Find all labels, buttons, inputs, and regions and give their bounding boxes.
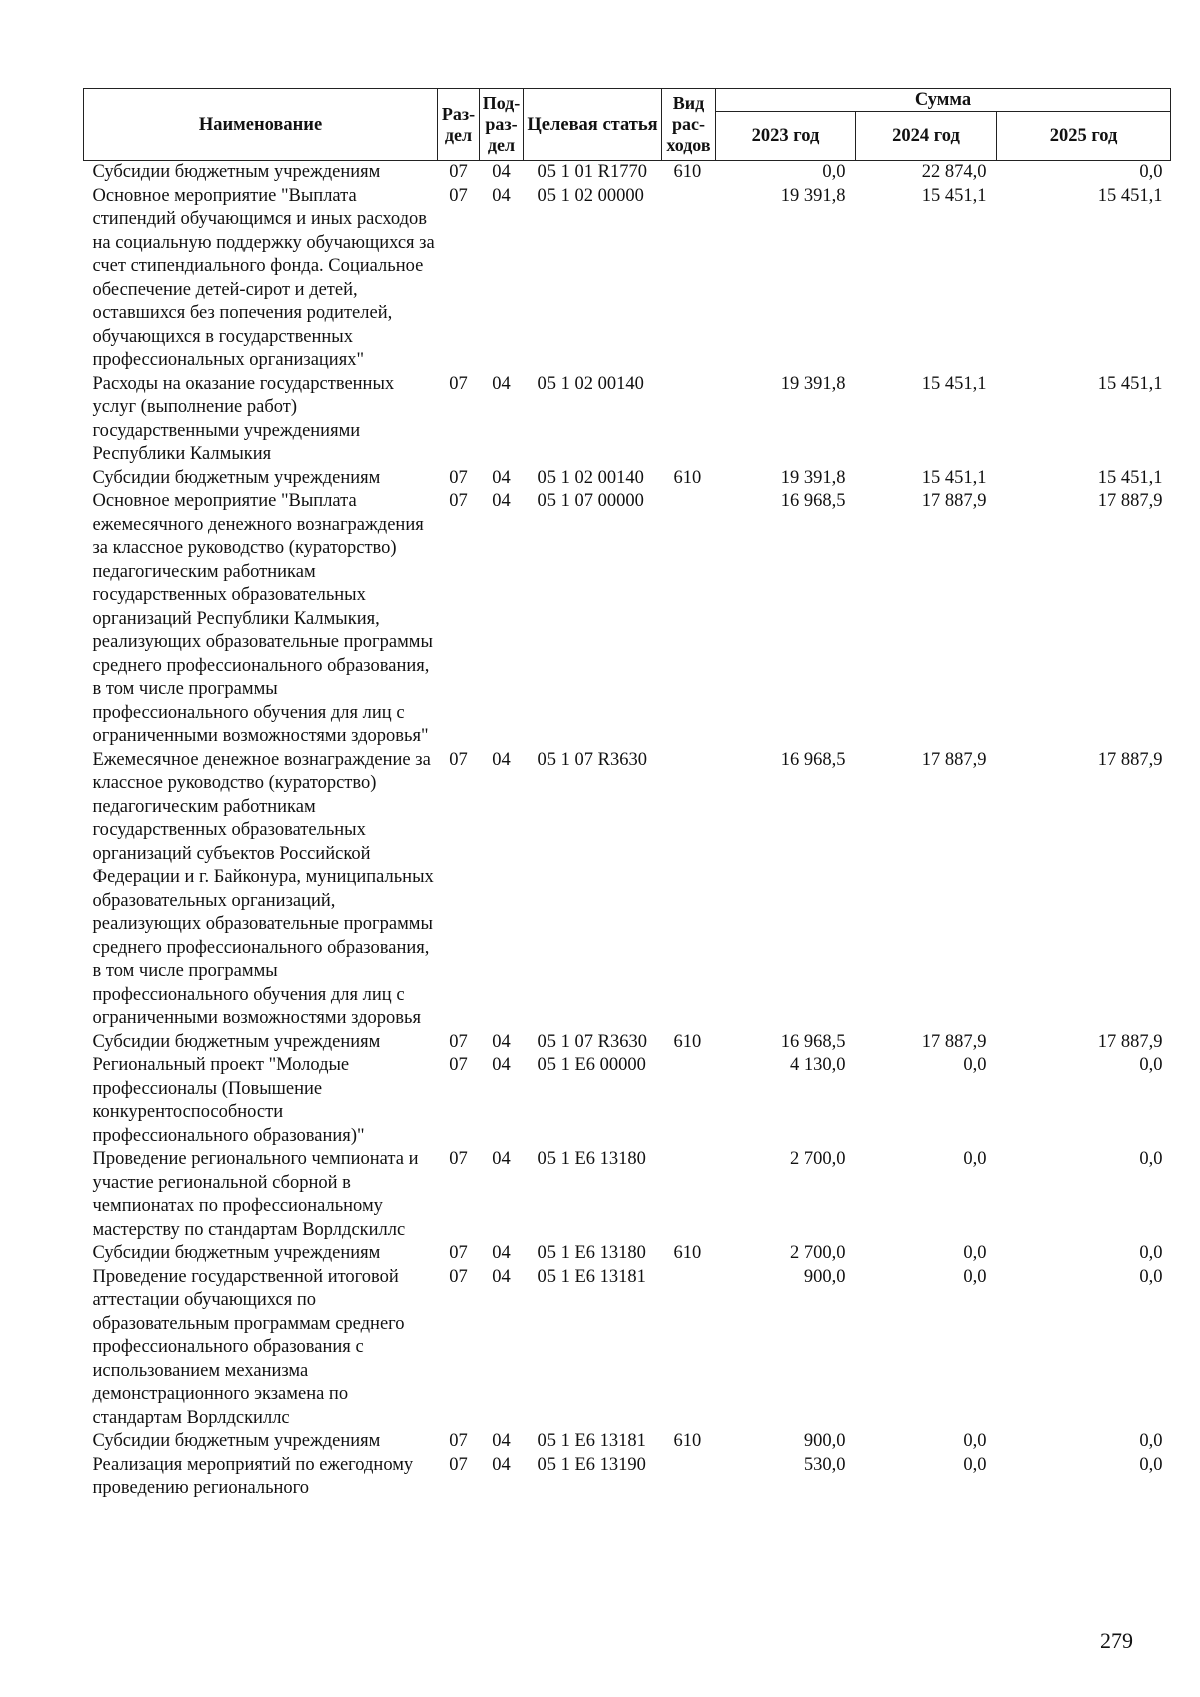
row-vid-rashodov	[662, 1148, 716, 1242]
table-row	[84, 1454, 1171, 1501]
header-podrazdel: Под-раз-дел	[480, 89, 524, 161]
row-vid-rashodov	[662, 373, 716, 467]
row-podrazdel: 04	[492, 1431, 511, 1451]
row-name: Ежемесячное денежное вознаграждение за классное руководство (кураторство) педагогическим работникам государственных образовательных организаций субъектов Российской Федерации и г. Байконура, муниципальных образовательных организаций, реализующих образовательные программы среднего профессионального образования, в том числе программы профессионального обучения для лиц с ограниченными возможностями здоровья	[92, 749, 434, 1028]
row-sum-2025: 17 887,9	[1097, 749, 1163, 770]
row-sum-2023: 19 391,8	[780, 185, 846, 206]
table-row	[84, 1031, 1171, 1055]
row-podrazdel: 04	[492, 467, 511, 488]
row-sum-2025: 17 887,9	[1097, 491, 1163, 511]
row-sum-2024: 15 451,1	[921, 185, 987, 206]
row-razdel: 07	[449, 467, 468, 488]
row-sum-2025: 0,0	[1139, 1243, 1163, 1263]
row-sum-2023: 19 391,8	[780, 467, 846, 488]
row-vid-rashodov: 610	[673, 1431, 702, 1451]
header-razdel: Раз-дел	[438, 89, 480, 161]
row-sum-2023: 900,0	[803, 1266, 846, 1287]
page-number: 279	[1100, 1628, 1133, 1653]
row-sum-2023: 900,0	[803, 1431, 846, 1451]
row-razdel: 07	[449, 162, 468, 182]
table-row	[84, 373, 1171, 467]
row-sum-2024: 22 874,0	[921, 162, 987, 182]
row-podrazdel: 04	[492, 491, 511, 511]
row-sum-2025: 0,0	[1139, 1266, 1163, 1287]
row-sum-2024: 15 451,1	[921, 467, 987, 488]
row-sum-2024: 15 451,1	[921, 373, 987, 394]
table-row	[84, 490, 1171, 749]
row-name: Субсидии бюджетным учреждениям	[92, 467, 381, 488]
row-razdel: 07	[449, 373, 468, 394]
table-row	[84, 1266, 1171, 1431]
row-celevaya-statya: 05 1 E6 13181	[537, 1431, 646, 1451]
table-body	[84, 161, 1171, 1501]
row-celevaya-statya: 05 1 02 00140	[537, 467, 644, 488]
row-vid-rashodov: 610	[673, 1031, 702, 1052]
row-sum-2024: 0,0	[963, 1266, 987, 1287]
row-sum-2025: 0,0	[1139, 1431, 1163, 1451]
row-celevaya-statya: 05 1 E6 13180	[537, 1149, 646, 1169]
row-celevaya-statya: 05 1 02 00140	[537, 373, 644, 394]
row-vid-rashodov	[662, 1054, 716, 1148]
row-podrazdel: 04	[492, 1055, 511, 1075]
row-celevaya-statya: 05 1 02 00000	[537, 185, 644, 206]
row-sum-2024: 17 887,9	[921, 1031, 987, 1052]
row-vid-rashodov: 610	[673, 1243, 702, 1263]
row-razdel: 07	[449, 185, 468, 206]
row-sum-2024: 17 887,9	[921, 749, 987, 770]
row-name: Проведение регионального чемпионата и участие региональной сборной в чемпионатах по профессиональному мастерству по стандартам Ворлдскиллс	[92, 1149, 419, 1240]
row-sum-2023: 530,0	[803, 1454, 846, 1475]
row-sum-2023: 4 130,0	[790, 1055, 846, 1075]
row-sum-2024: 0,0	[963, 1454, 987, 1475]
row-celevaya-statya: 05 1 E6 13190	[537, 1454, 646, 1475]
table-row	[84, 1148, 1171, 1242]
row-podrazdel: 04	[492, 185, 511, 206]
row-sum-2023: 2 700,0	[790, 1243, 846, 1263]
row-sum-2024: 0,0	[963, 1055, 987, 1075]
header-year-2024: 2024 год	[856, 112, 997, 161]
table-row	[84, 1054, 1171, 1148]
row-vid-rashodov	[662, 1266, 716, 1431]
row-vid-rashodov	[662, 1454, 716, 1501]
row-sum-2025: 15 451,1	[1097, 467, 1163, 488]
row-name: Основное мероприятие "Выплата стипендий обучающимся и иных расходов на социальную поддержку обучающихся за счет стипендиального фонда. Социальное обеспечение детей-сирот и детей, оставшихся без попечения родителей, обучающихся в государственных профессиональных организациях"	[92, 185, 435, 370]
row-name: Субсидии бюджетным учреждениям	[92, 1031, 381, 1052]
row-razdel: 07	[449, 749, 468, 770]
row-celevaya-statya: 05 1 E6 13181	[537, 1266, 646, 1287]
row-sum-2025: 0,0	[1139, 162, 1163, 182]
budget-table	[83, 88, 1171, 1501]
table-row	[84, 1430, 1171, 1454]
row-celevaya-statya: 05 1 E6 13180	[537, 1243, 646, 1263]
row-name: Реализация мероприятий по ежегодному проведению регионального	[92, 1454, 414, 1498]
table-row	[84, 161, 1171, 185]
row-podrazdel: 04	[492, 749, 511, 770]
row-vid-rashodov	[662, 749, 716, 1031]
row-vid-rashodov: 610	[673, 467, 702, 488]
table-row	[84, 467, 1171, 491]
row-name: Субсидии бюджетным учреждениям	[92, 162, 381, 182]
row-razdel: 07	[449, 1266, 468, 1287]
row-sum-2024: 0,0	[963, 1149, 987, 1169]
header-summa: Сумма	[716, 89, 1171, 112]
row-podrazdel: 04	[492, 162, 511, 182]
row-celevaya-statya: 05 1 E6 00000	[537, 1055, 646, 1075]
row-sum-2024: 0,0	[963, 1431, 987, 1451]
table-row	[84, 185, 1171, 373]
row-razdel: 07	[449, 491, 468, 511]
row-razdel: 07	[449, 1149, 468, 1169]
row-sum-2025: 17 887,9	[1097, 1031, 1163, 1052]
row-name: Региональный проект "Молодые профессионалы (Повышение конкурентоспособности профессионального образования)"	[92, 1055, 365, 1146]
row-sum-2023: 2 700,0	[790, 1149, 846, 1169]
row-sum-2025: 0,0	[1139, 1454, 1163, 1475]
header-year-2025: 2025 год	[997, 112, 1171, 161]
header-year-2023: 2023 год	[716, 112, 856, 161]
row-podrazdel: 04	[492, 373, 511, 394]
row-celevaya-statya: 05 1 07 R3630	[537, 1031, 647, 1052]
row-name: Субсидии бюджетным учреждениям	[92, 1243, 381, 1263]
row-podrazdel: 04	[492, 1266, 511, 1287]
row-sum-2024: 17 887,9	[921, 491, 987, 511]
row-celevaya-statya: 05 1 07 00000	[537, 491, 644, 511]
row-sum-2025: 0,0	[1139, 1149, 1163, 1169]
row-sum-2023: 19 391,8	[780, 373, 846, 394]
row-celevaya-statya: 05 1 01 R1770	[537, 162, 647, 182]
row-razdel: 07	[449, 1055, 468, 1075]
header-celevaya: Целевая статья	[524, 89, 662, 161]
row-sum-2025: 15 451,1	[1097, 373, 1163, 394]
row-podrazdel: 04	[492, 1031, 511, 1052]
row-razdel: 07	[449, 1454, 468, 1475]
row-podrazdel: 04	[492, 1454, 511, 1475]
table-row	[84, 749, 1171, 1031]
row-celevaya-statya: 05 1 07 R3630	[537, 749, 647, 770]
row-podrazdel: 04	[492, 1243, 511, 1263]
row-vid-rashodov	[662, 490, 716, 749]
row-vid-rashodov	[662, 185, 716, 373]
row-sum-2023: 16 968,5	[780, 749, 846, 770]
row-name: Основное мероприятие "Выплата ежемесячного денежного вознаграждения за классное руководство (кураторство) педагогическим работникам государственных образовательных организаций Республики Калмыкия, реализующих образовательные программы среднего профессионального образования, в том числе программы профессионального обучения для лиц с ограниченными возможностями здоровья"	[92, 491, 433, 746]
row-razdel: 07	[449, 1431, 468, 1451]
row-sum-2024: 0,0	[963, 1243, 987, 1263]
row-name: Расходы на оказание государственных услуг (выполнение работ) государственными учреждениями Республики Калмыкия	[92, 373, 395, 464]
table-header	[84, 89, 1171, 161]
row-sum-2023: 16 968,5	[780, 1031, 846, 1052]
row-sum-2025: 0,0	[1139, 1055, 1163, 1075]
row-razdel: 07	[449, 1243, 468, 1263]
row-name: Проведение государственной итоговой аттестации обучающихся по образовательным программам среднего профессионального образования с использованием механизма демонстрационного экзамена по стандартам Ворлдскиллс	[92, 1266, 405, 1428]
header-vid: Вид рас-ходов	[662, 89, 716, 161]
row-vid-rashodov: 610	[673, 162, 702, 182]
row-podrazdel: 04	[492, 1149, 511, 1169]
table-row	[84, 1242, 1171, 1266]
row-sum-2023: 16 968,5	[780, 491, 846, 511]
row-name: Субсидии бюджетным учреждениям	[92, 1431, 381, 1451]
header-name: Наименование	[84, 89, 438, 161]
row-sum-2023: 0,0	[822, 162, 846, 182]
row-razdel: 07	[449, 1031, 468, 1052]
row-sum-2025: 15 451,1	[1097, 185, 1163, 206]
